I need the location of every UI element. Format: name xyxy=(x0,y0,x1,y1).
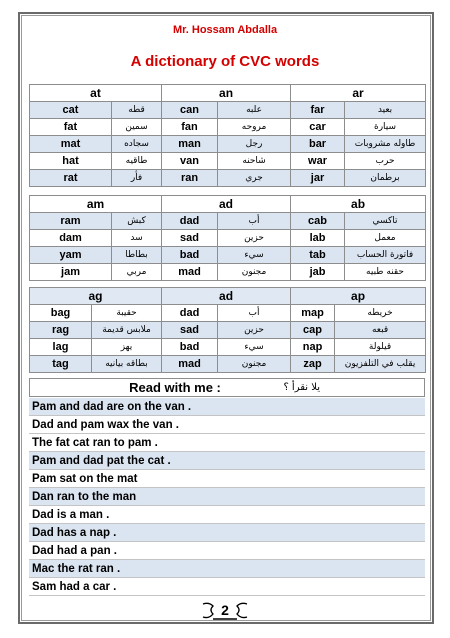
arabic-meaning: أب xyxy=(218,305,291,322)
arabic-meaning: سيارة xyxy=(345,119,426,136)
english-word: mat xyxy=(30,136,112,153)
sentence: Sam had a car . xyxy=(29,578,425,596)
word-table-at-an-ar xyxy=(29,84,426,187)
read-with-me-header xyxy=(29,378,425,397)
arabic-meaning: حقنه طبيه xyxy=(345,264,426,281)
arabic-meaning: شاحنه xyxy=(218,153,291,170)
arabic-meaning: حزين xyxy=(218,322,291,339)
english-word: sad xyxy=(162,230,218,247)
page-number-badge xyxy=(199,600,251,622)
sentence: The fat cat ran to pam . xyxy=(29,434,425,452)
english-word: dad xyxy=(162,305,218,322)
table-row xyxy=(30,305,426,322)
arabic-meaning: مربي xyxy=(112,264,162,281)
sentence: Pam and dad pat the cat . xyxy=(29,452,425,470)
english-word: tab xyxy=(291,247,345,264)
header-an: an xyxy=(162,85,291,102)
arabic-meaning: فاتورة الحساب xyxy=(345,247,426,264)
arabic-meaning: مجنون xyxy=(218,264,291,281)
english-word: hat xyxy=(30,153,112,170)
header-am: am xyxy=(30,196,162,213)
english-word: lab xyxy=(291,230,345,247)
english-word: mad xyxy=(162,264,218,281)
arabic-meaning: قطه xyxy=(112,102,162,119)
english-word: can xyxy=(162,102,218,119)
english-word: ram xyxy=(30,213,112,230)
sentence: Dad is a man . xyxy=(29,506,425,524)
english-word: jam xyxy=(30,264,112,281)
header-ap: ap xyxy=(291,288,426,305)
english-word: cat xyxy=(30,102,112,119)
read-with-me-arabic: يلا نقرأ ؟ xyxy=(283,382,320,393)
english-word: nap xyxy=(291,339,335,356)
english-word: bar xyxy=(291,136,345,153)
arabic-meaning: أب xyxy=(218,213,291,230)
table-row xyxy=(30,170,426,187)
table-row xyxy=(30,136,426,153)
english-word: rag xyxy=(30,322,92,339)
arabic-meaning: رجل xyxy=(218,136,291,153)
english-word: map xyxy=(291,305,335,322)
english-word: dam xyxy=(30,230,112,247)
table-row xyxy=(30,356,426,373)
table-row xyxy=(30,213,426,230)
word-table-am-ad-ab xyxy=(29,195,426,281)
english-word: yam xyxy=(30,247,112,264)
english-word: fat xyxy=(30,119,112,136)
english-word: mad xyxy=(162,356,218,373)
english-word: rat xyxy=(30,170,112,187)
arabic-meaning: يقلب في التلفزيون xyxy=(335,356,426,373)
arabic-meaning: سد xyxy=(112,230,162,247)
page-number: 2 xyxy=(221,602,229,618)
header-ad: ad xyxy=(162,288,291,305)
english-word: car xyxy=(291,119,345,136)
arabic-meaning: بطاقه بيانيه xyxy=(92,356,162,373)
arabic-meaning: خريطه xyxy=(335,305,426,322)
sentence: Dad has a nap . xyxy=(29,524,425,542)
author-name: Mr. Hossam Abdalla xyxy=(172,24,278,36)
english-word: ran xyxy=(162,170,218,187)
arabic-meaning: ملابس قديمة xyxy=(92,322,162,339)
english-word: jar xyxy=(291,170,345,187)
english-word: bad xyxy=(162,247,218,264)
sentence: Pam and dad are on the van . xyxy=(29,398,425,416)
arabic-meaning: حزين xyxy=(218,230,291,247)
english-word: dad xyxy=(162,213,218,230)
page-title: A dictionary of CVC words xyxy=(130,53,320,70)
arabic-meaning: سمين xyxy=(112,119,162,136)
arabic-meaning: معمل xyxy=(345,230,426,247)
arabic-meaning: سيء xyxy=(218,247,291,264)
english-word: man xyxy=(162,136,218,153)
header-at: at xyxy=(30,85,162,102)
english-word: van xyxy=(162,153,218,170)
arabic-meaning: قيلولة xyxy=(335,339,426,356)
sentence: Mac the rat ran . xyxy=(29,560,425,578)
arabic-meaning: بعيد xyxy=(345,102,426,119)
english-word: tag xyxy=(30,356,92,373)
english-word: zap xyxy=(291,356,335,373)
english-word: fan xyxy=(162,119,218,136)
arabic-meaning: جري xyxy=(218,170,291,187)
arabic-meaning: سجاده xyxy=(112,136,162,153)
header-ag: ag xyxy=(30,288,162,305)
arabic-meaning: قبعه xyxy=(335,322,426,339)
table-row xyxy=(30,153,426,170)
arabic-meaning: برطمان xyxy=(345,170,426,187)
english-word: far xyxy=(291,102,345,119)
arabic-meaning: فأر xyxy=(112,170,162,187)
english-word: cap xyxy=(291,322,335,339)
arabic-meaning: كبش xyxy=(112,213,162,230)
sentence: Pam sat on the mat xyxy=(29,470,425,488)
english-word: sad xyxy=(162,322,218,339)
arabic-meaning: طاوله مشروبات xyxy=(345,136,426,153)
english-word: cab xyxy=(291,213,345,230)
table-row xyxy=(30,264,426,281)
table-row xyxy=(30,339,426,356)
arabic-meaning: علبه xyxy=(218,102,291,119)
arabic-meaning: مجنون xyxy=(218,356,291,373)
sentence-list xyxy=(29,398,425,596)
arabic-meaning: يهز xyxy=(92,339,162,356)
header-ar: ar xyxy=(291,85,426,102)
arabic-meaning: طاقيه xyxy=(112,153,162,170)
english-word: jab xyxy=(291,264,345,281)
table-row xyxy=(30,102,426,119)
arabic-meaning: سيء xyxy=(218,339,291,356)
table-row xyxy=(30,230,426,247)
arabic-meaning: مروحه xyxy=(218,119,291,136)
sentence: Dad and pam wax the van . xyxy=(29,416,425,434)
arabic-meaning: تاكسي xyxy=(345,213,426,230)
table-row xyxy=(30,119,426,136)
english-word: lag xyxy=(30,339,92,356)
header-ad: ad xyxy=(162,196,291,213)
read-with-me-label: Read with me : xyxy=(129,380,221,395)
sentence: Dan ran to the man xyxy=(29,488,425,506)
header-ab: ab xyxy=(291,196,426,213)
sentence: Dad had a pan . xyxy=(29,542,425,560)
table-row xyxy=(30,322,426,339)
english-word: bad xyxy=(162,339,218,356)
arabic-meaning: بطاطا xyxy=(112,247,162,264)
english-word: war xyxy=(291,153,345,170)
word-table-ag-ad-ap xyxy=(29,287,426,373)
arabic-meaning: حقيبة xyxy=(92,305,162,322)
arabic-meaning: حرب xyxy=(345,153,426,170)
english-word: bag xyxy=(30,305,92,322)
table-row xyxy=(30,247,426,264)
